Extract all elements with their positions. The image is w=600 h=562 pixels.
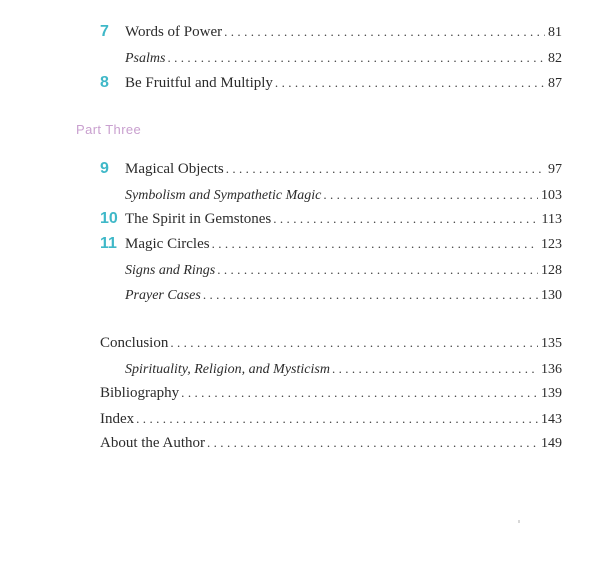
dot-leader [273,209,538,229]
toc-entry-chapter-9 [0,159,600,179]
page-number: 123 [541,237,562,252]
toc-entry-line [100,333,562,354]
chapter-title: Be Fruitful and Multiply [125,75,273,91]
toc-entry-line [100,383,562,404]
toc-entry-subsection [0,185,600,205]
page-number: 128 [541,263,562,278]
chapter-number: 9 [100,160,109,177]
dot-leader [167,48,545,68]
chapter-number: 10 [100,210,118,227]
page-number: 143 [541,412,562,427]
chapter-number: 7 [100,23,109,40]
part-heading: Part Three [76,122,142,137]
toc-entry-line [125,285,562,306]
toc-entry-line [125,209,562,230]
toc-entry-line [100,409,562,430]
page-number: 87 [548,76,562,91]
dot-leader [207,433,538,453]
toc-entry-chapter-11 [0,234,600,254]
page-number: 135 [541,336,562,351]
dot-leader [275,73,545,93]
subsection-title: Psalms [125,51,166,66]
subsection-title: Symbolism and Sympathetic Magic [125,188,322,203]
toc-entry-chapter-10 [0,209,600,229]
page-number: 130 [541,288,562,303]
page-number: 97 [548,162,562,177]
subsection-title: Signs and Rings [125,263,216,278]
page-number: 113 [541,212,562,227]
dot-leader [136,409,538,429]
toc-entry-subsection [0,260,600,280]
toc-entry-line [100,433,562,454]
toc-entry-conclusion [0,333,600,353]
subsection-title: Prayer Cases [125,288,201,303]
section-title: Conclusion [100,335,169,351]
dot-leader [212,234,538,254]
dot-leader [224,22,545,42]
section-title: About the Author [100,435,205,451]
chapter-number: 11 [100,235,117,252]
toc-entry-about-author [0,433,600,453]
dot-leader [217,260,538,280]
section-title: Bibliography [100,385,180,401]
toc-entry-subsection [0,48,600,68]
toc-entry-chapter-8 [0,73,600,93]
section-title: Index [100,411,135,427]
toc-entry-line [125,73,562,94]
toc-entry-subsection [0,285,600,305]
page-number: 149 [541,436,562,451]
page-number: 81 [548,25,562,40]
dot-leader [323,185,538,205]
toc-entry-line [125,260,562,281]
toc-entry-line [125,359,562,380]
dot-leader [226,159,545,179]
page-number: 103 [541,188,562,203]
toc-entry-line [125,234,562,255]
chapter-title: Magical Objects [125,161,224,177]
toc-entry-index [0,409,600,429]
chapter-number: 8 [100,74,109,91]
page-number: 139 [541,386,562,401]
page-number: 136 [541,362,562,377]
dot-leader [181,383,538,403]
chapter-title: Magic Circles [125,236,210,252]
dot-leader [203,285,538,305]
chapter-title: The Spirit in Gemstones [125,211,272,227]
toc-entry-bibliography [0,383,600,403]
toc-entry-line [125,185,562,206]
dot-leader [332,359,538,379]
toc-entry-chapter-7 [0,22,600,42]
chapter-title: Words of Power [125,24,223,40]
subsection-title: Spirituality, Religion, and Mysticism [125,362,330,377]
toc-entry-line [125,48,562,69]
page-number: 82 [548,51,562,66]
toc-entry-line [125,159,562,180]
page-speck [518,520,520,523]
toc-entry-line [125,22,562,43]
toc-entry-subsection [0,359,600,379]
dot-leader [170,333,538,353]
